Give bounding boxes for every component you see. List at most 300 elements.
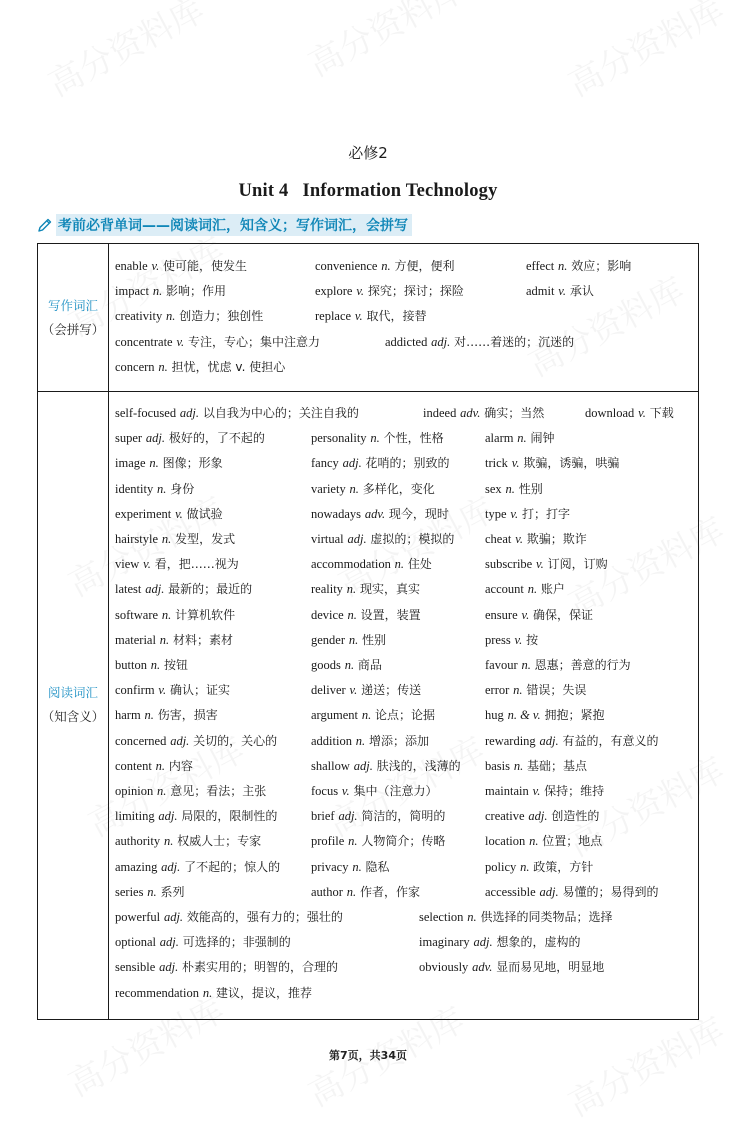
vocab-meaning: 使可能，使发生 [163,259,248,273]
vocab-word: accessible [485,884,536,899]
part-of-speech: n. [157,481,167,496]
part-of-speech: adj. [342,456,362,471]
vocab-meaning: 错误；失误 [526,683,587,698]
part-of-speech: adj. [353,758,373,773]
part-of-speech: n. [513,683,523,698]
vocab-entry [115,880,185,905]
part-of-speech: adj. [528,809,548,824]
part-of-speech: v. [536,557,544,572]
vocab-meaning: 下载 [649,406,674,420]
vocab-meaning: 设置，装置 [360,607,421,622]
part-of-speech: v. [515,532,523,546]
vocab-word: opinion [115,784,154,798]
vocab-word: type [485,506,507,521]
vocab-entry [115,355,285,380]
part-of-speech: adj. [347,532,367,546]
part-of-speech: n. [149,456,159,471]
vocab-entry [485,552,608,577]
part-of-speech: v. [521,607,530,622]
vocab-entry [485,628,538,653]
vocab-meaning: 现实，真实 [359,582,420,597]
part-of-speech: adj. [431,334,451,349]
part-of-speech: n. [163,834,174,849]
vocab-word: error [485,683,510,698]
vocab-meaning: 伤害，损害 [157,708,218,723]
vocab-word: harm [115,708,141,723]
part-of-speech: n. [161,607,172,622]
vocab-line [115,930,694,955]
vocab-meaning: 朴素实用的；明智的，合理的 [182,960,339,975]
vocab-entry [311,804,445,829]
vocab-word: sex [485,481,502,496]
section-label-main: 阅读词汇 [47,685,98,700]
vocab-entry [315,254,455,279]
vocab-meaning: 权威人士；专家 [177,834,262,849]
part-of-speech: n. [558,259,568,273]
vocab-meaning: 内容 [168,758,193,773]
vocab-meaning: 增添；添加 [369,733,430,748]
vocab-meaning: 专注，专心；集中注意力 [188,334,321,349]
vocab-meaning: 效应；影响 [571,259,632,273]
vocab-word: trick [485,456,508,471]
unit-name: Information Technology [302,181,498,201]
part-of-speech: v. [514,632,523,647]
vocab-entry [115,477,194,502]
vocab-meaning: 最新的；最近的 [168,582,253,597]
vocab-word: optional [115,935,156,950]
vocab-word: selection [419,910,464,924]
banner-text: 考前必背单词——阅读词汇，知含义；写作词汇，会拼写 [56,214,412,236]
vocab-meaning: 以自我为中心的；关注自我的 [202,406,359,420]
part-of-speech: adj. [159,960,179,975]
vocab-meaning: 计算机软件 [175,607,236,622]
vocab-word: powerful [115,910,161,924]
vocab-meaning: 按 [526,632,539,647]
vocab-word: convenience [315,259,378,273]
vocab-line [115,527,694,552]
part-of-speech: n. [381,259,391,273]
vocab-word: hairstyle [115,532,159,546]
part-of-speech: n. [505,481,515,496]
vocab-meaning: 个性，性格 [383,431,444,446]
vocab-entry [115,502,223,527]
vocab-entry [485,477,543,502]
vocab-entry [115,855,280,880]
unit-number: Unit 4 [238,181,289,201]
vocab-line [115,804,694,829]
vocab-meaning: 性别 [518,481,543,496]
vocab-meaning: 探究；探讨；探险 [367,284,464,299]
vocab-entry [115,628,233,653]
part-of-speech: n. [159,632,170,647]
vocab-meaning: 保持；维持 [544,784,605,798]
part-of-speech: n. [521,658,531,672]
vocab-entry [419,905,612,930]
writing-vocab-list [115,244,694,391]
vocab-line [115,477,694,502]
vocab-word: argument [311,708,358,723]
vocab-line [115,779,694,804]
vocab-meaning: 恩惠；善意的行为 [534,658,631,672]
vocab-meaning: 发型，发式 [175,532,236,546]
part-of-speech: n. [152,284,163,299]
vocab-meaning: 隐私 [365,859,390,874]
vocab-entry [485,729,658,754]
vocab-meaning: 作者，作家 [359,884,420,899]
vocab-entry [485,603,593,628]
part-of-speech: v. [638,406,646,420]
vocab-meaning: 承认 [569,284,594,299]
vocab-word: material [115,632,156,647]
vocab-meaning: 多样化，变化 [362,481,435,496]
vocab-entry [311,729,429,754]
vocab-entry [311,552,432,577]
vocab-word: limiting [115,809,155,824]
vocab-word: sensible [115,960,156,975]
part-of-speech: n. [348,834,358,849]
part-of-speech: n. [161,532,172,546]
vocab-entry [311,603,421,628]
part-of-speech: n. [527,582,538,597]
part-of-speech: v. [176,334,185,349]
part-of-speech: n. [517,431,527,446]
part-of-speech: v. [510,506,519,521]
vocab-meaning: 方便，便利 [394,259,455,273]
vocab-entry [526,279,594,304]
watermark-text [298,0,471,86]
vocab-entry [485,678,586,703]
vocab-word: concentrate [115,334,173,349]
vocab-word: experiment [115,506,172,521]
vocab-entry [311,829,445,854]
vocab-entry [311,426,444,451]
vocab-word: explore [315,284,353,299]
part-of-speech: v. [151,259,160,273]
vocab-entry [311,779,438,804]
vocab-word: creativity [115,309,163,324]
vocab-meaning: 确认；证实 [169,683,230,698]
vocab-meaning: 局限的，限制性的 [181,809,278,824]
vocab-word: latest [115,582,142,597]
vocab-word: image [115,456,146,471]
vocab-entry [485,703,605,728]
vocab-word: impact [115,284,150,299]
part-of-speech: n. [529,834,539,849]
vocab-entry [115,254,247,279]
vocab-word: recommendation [115,985,199,1000]
vocab-word: imaginary [419,935,470,950]
vocab-entry [485,451,619,476]
vocab-word: amazing [115,859,158,874]
part-of-speech: adv. [364,506,386,521]
vocab-word: privacy [311,859,349,874]
unit-title [0,181,736,202]
vocab-entry [311,527,454,552]
vocab-word: brief [311,809,335,824]
vocab-meaning: 创造力；独创性 [179,309,264,324]
vocab-meaning: 图像；形象 [162,456,223,471]
vocab-word: cheat [485,532,512,546]
vocab-word: rewarding [485,733,536,748]
vocab-meaning: 花哨的；别致的 [365,456,450,471]
part-of-speech: n. [158,359,168,374]
vocab-entry [485,577,565,602]
section-label-main: 写作词汇 [47,297,98,313]
vocab-meaning: 效能高的，强有力的；强壮的 [186,910,343,924]
vocab-entry [115,603,235,628]
vocab-line [115,880,694,905]
vocab-line [115,451,694,476]
vocab-word: goods [311,658,341,672]
vocab-word: download [585,406,635,420]
part-of-speech: n. [352,859,362,874]
vocab-entry [419,955,604,980]
vocab-word: author [311,884,343,899]
vocab-entry [115,829,261,854]
vocab-entry [311,502,449,527]
part-of-speech: n. [370,431,380,446]
part-of-speech: n. [348,632,359,647]
vocab-meaning: 欺骗，诱骗，哄骗 [523,456,620,471]
part-of-speech: n. [157,784,167,798]
section-label-sub: （会拼写） [41,321,105,337]
vocab-meaning: 材料；素材 [172,632,233,647]
vocab-word: variety [311,481,346,496]
vocab-entry [115,703,218,728]
vocab-line [115,754,694,779]
part-of-speech: n. [355,733,366,748]
vocab-entry [311,451,450,476]
part-of-speech: adj. [539,884,559,899]
vocab-word: admit [526,284,555,299]
vocab-word: fancy [311,456,339,471]
vocab-line [115,603,694,628]
vocab-meaning: 集中（注意力） [353,784,438,798]
vocab-entry [485,880,658,905]
vocab-meaning: 递送；传送 [361,683,422,698]
part-of-speech: n. [202,985,213,1000]
vocab-meaning: 现今，现时 [388,506,449,521]
vocab-word: effect [526,259,555,273]
vocab-word: hug [485,708,504,723]
vocab-word: favour [485,658,518,672]
vocab-line [115,829,694,854]
vocab-meaning: 政策，方针 [533,859,594,874]
vocab-entry [485,653,631,678]
vocab-entry [311,703,435,728]
vocab-entry [115,804,277,829]
vocab-word: accommodation [311,557,391,572]
vocab-meaning: 关切的，关心的 [193,733,278,748]
vocab-line [115,401,694,426]
vocab-word: enable [115,259,148,273]
vocab-word: location [485,834,526,849]
watermark-text [558,0,731,106]
vocab-meaning: 账户 [540,582,565,597]
vocab-word: policy [485,859,517,874]
vocab-meaning: 供选择的同类物品；选择 [480,910,613,924]
vocab-word: super [115,431,143,446]
part-of-speech: n. [513,758,524,773]
writing-vocab-section [38,244,698,392]
vocab-word: self-focused [115,406,177,420]
book-title: 必修2 [348,144,388,162]
vocab-meaning: 看，把……视为 [154,557,239,572]
section-label [38,391,109,1019]
vocab-word: concern [115,359,155,374]
vocab-meaning: 基础；基点 [527,758,588,773]
part-of-speech: adv. [460,406,481,420]
vocab-word: reality [311,582,343,597]
vocab-meaning: 论点；论据 [375,708,436,723]
vocab-entry [115,754,193,779]
vocab-meaning: 按钮 [163,658,188,672]
vocab-entry [115,330,320,355]
part-of-speech: v. [558,284,567,299]
part-of-speech: v. [143,557,151,572]
vocab-line [115,678,694,703]
part-of-speech: adj. [161,859,181,874]
vocab-meaning: 系列 [160,884,185,899]
vocab-word: software [115,607,159,622]
watermark-text [38,0,211,106]
vocab-line [115,703,694,728]
part-of-speech: v. [341,784,350,798]
vocab-line [115,653,694,678]
pencil-icon [37,217,53,233]
vocab-entry [311,577,420,602]
part-of-speech: n. [150,658,161,672]
vocab-word: device [311,607,344,622]
part-of-speech: adj. [338,809,358,824]
vocab-entry [115,779,266,804]
vocab-entry [115,552,239,577]
vocab-meaning: 商品 [357,658,382,672]
vocab-line [115,254,694,279]
vocab-entry [311,880,420,905]
vocab-word: subscribe [485,557,533,572]
part-of-speech: v. [158,683,167,698]
vocab-meaning: 住处 [407,557,432,572]
vocab-line [115,279,694,304]
vocab-meaning: 人物简介；传略 [361,834,446,849]
part-of-speech: n. [346,582,357,597]
section-label [38,244,109,391]
vocab-meaning: 闹钟 [530,431,555,446]
vocab-entry [423,401,544,426]
vocab-word: maintain [485,784,529,798]
vocab-meaning: 打；打字 [521,506,570,521]
vocab-entry [485,527,587,552]
vocab-word: creative [485,809,525,824]
part-of-speech: adj. [163,910,184,924]
vocab-word: virtual [311,532,344,546]
vocab-entry [311,628,386,653]
part-of-speech: v. [356,284,365,299]
reading-vocab-list [115,391,694,1019]
reading-vocab-section [38,391,698,1019]
part-of-speech: n. [347,607,357,622]
vocab-entry [115,955,338,980]
vocab-entry [485,779,604,804]
vocab-line [115,855,694,880]
vocab-entry [115,304,263,329]
part-of-speech: n. & v. [507,708,541,723]
vocab-entry [115,678,230,703]
vocab-entry [115,426,265,451]
vocab-entry [115,653,188,678]
part-of-speech: adj. [159,935,179,950]
part-of-speech: adj. [539,733,559,748]
vocab-entry [526,254,631,279]
vocab-meaning: 取代，接替 [366,309,427,324]
vocab-meaning: 确保，保证 [533,607,594,622]
vocab-entry [115,981,312,1006]
part-of-speech: n. [520,859,530,874]
vocab-entry [485,855,593,880]
part-of-speech: adj. [170,733,190,748]
vocab-entry [311,653,382,678]
part-of-speech: v. [175,506,183,521]
vocab-meaning: 虚拟的；模拟的 [370,532,455,546]
vocab-line [115,304,694,329]
part-of-speech: n. [155,758,165,773]
part-of-speech: v. [349,683,358,698]
vocab-word: nowadays [311,506,361,521]
vocab-word: obviously [419,960,469,975]
vocab-meaning: 有益的，有意义的 [562,733,659,748]
part-of-speech: n. [346,884,357,899]
vocab-line [115,981,694,1006]
vocab-word: basis [485,758,510,773]
vocab-word: ensure [485,607,518,622]
vocab-word: press [485,632,511,647]
watermark-text [558,1003,731,1126]
vocab-meaning: 可选择的；非强制的 [182,935,291,950]
vocab-meaning: 欺骗；欺诈 [526,532,587,546]
vocab-word: shallow [311,758,350,773]
vocab-word: identity [115,481,154,496]
vocab-word: focus [311,784,339,798]
vocab-line [115,426,694,451]
page-footer: 第7页，共34页 [329,1049,407,1062]
vocab-entry [115,577,252,602]
vocab-entry [485,804,599,829]
vocab-word: button [115,658,147,672]
vocab-entry [419,930,580,955]
part-of-speech: n. [394,557,405,572]
vocab-line [115,502,694,527]
part-of-speech: n. [467,910,477,924]
part-of-speech: n. [361,708,372,723]
vocab-entry [315,304,427,329]
vocab-line [115,552,694,577]
vocab-line [115,330,694,355]
vocab-word: alarm [485,431,514,446]
part-of-speech: adj. [145,431,166,446]
vocab-entry [485,502,570,527]
vocab-meaning: 做试验 [186,506,223,521]
part-of-speech: v. [511,456,520,471]
vocab-meaning: 性别 [362,632,387,647]
vocab-line [115,577,694,602]
part-of-speech: adj. [473,935,493,950]
vocab-meaning: 担忧，忧虑 v. 使担心 [171,359,286,374]
vocab-entry [315,279,464,304]
part-of-speech: v. [532,784,541,798]
vocab-word: account [485,582,524,597]
vocab-entry [485,426,555,451]
